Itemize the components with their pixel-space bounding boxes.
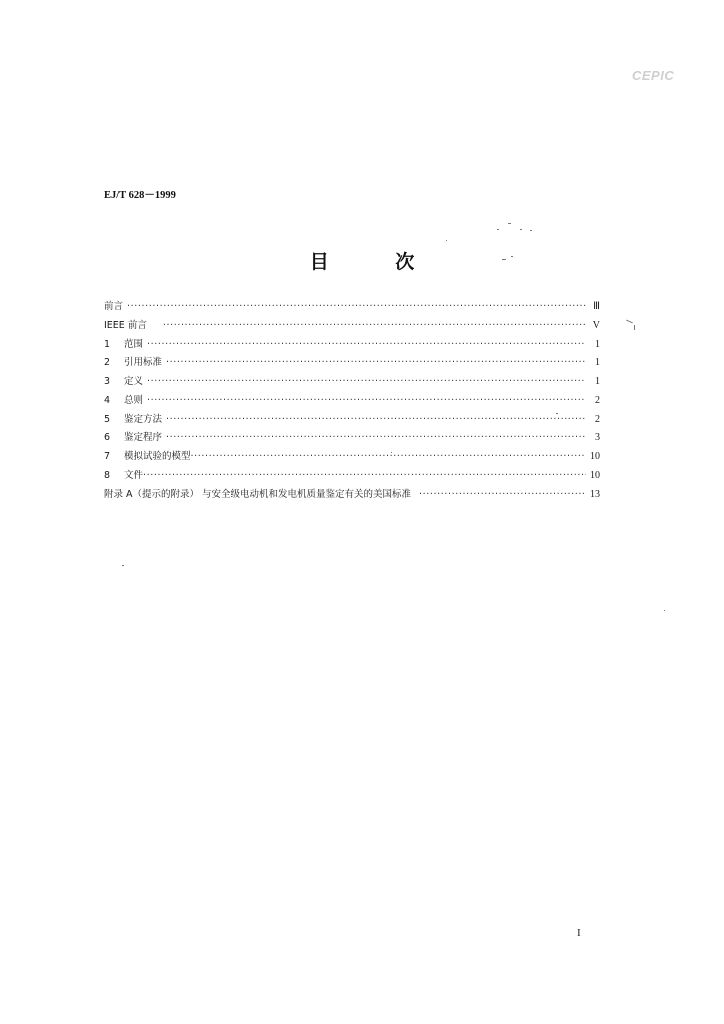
toc-leader-dots: [127, 301, 586, 312]
toc-entry-number: 5: [104, 413, 111, 425]
toc-entry-page: 10: [590, 451, 600, 462]
toc-entry-label: 鉴定方法: [124, 413, 163, 425]
standard-code: EJ/T 628－1999: [104, 190, 176, 201]
scan-speck: [556, 413, 558, 414]
toc-leader-dots: [419, 489, 586, 500]
toc-entry-label: 鉴定程序: [124, 432, 163, 444]
toc-leader-dots: [166, 357, 586, 368]
page-number: I: [577, 927, 581, 939]
toc-entry-page: 1: [595, 376, 600, 387]
scan-speck: [530, 230, 532, 231]
toc-entry-general[interactable]: [104, 392, 600, 411]
toc-entry-number: 3: [104, 376, 111, 387]
toc-entry-label: 前言: [104, 301, 124, 312]
scan-speck: [122, 565, 124, 566]
toc-entry-number: 2: [104, 357, 111, 369]
toc-entry-number: 6: [104, 432, 111, 444]
toc-entry-definitions[interactable]: [104, 373, 600, 392]
toc-entry-number: 4: [104, 394, 111, 406]
toc-entry-label: 模拟试验的模型: [124, 451, 191, 462]
page-title: 目 次: [309, 251, 445, 273]
toc-entry-ieee-foreword[interactable]: [104, 317, 600, 336]
toc-entry-scope[interactable]: [104, 336, 600, 355]
toc-leader-dots: [166, 414, 586, 425]
scan-speck: [502, 259, 506, 260]
toc-entry-appendix-a[interactable]: [104, 486, 600, 505]
table-of-contents: [104, 298, 600, 504]
toc-leader-dots: [163, 320, 586, 331]
cepic-logo: CEPIC: [632, 68, 675, 83]
scan-speck: [511, 256, 513, 257]
toc-entry-page: Ⅲ: [593, 301, 600, 312]
toc-entry-qualification-procedure[interactable]: [104, 429, 600, 448]
toc-entry-label: 附录 A（提示的附录） 与安全级电动机和发电机质量鉴定有关的美国标准: [104, 488, 412, 500]
toc-leader-dots: [166, 432, 586, 443]
toc-entry-qualification-methods[interactable]: [104, 411, 600, 430]
toc-entry-documentation[interactable]: [104, 467, 600, 486]
toc-entry-label: 范围: [124, 338, 144, 350]
toc-leader-dots: [191, 451, 586, 462]
toc-entry-number: 8: [104, 469, 111, 481]
toc-entry-label: 总则: [124, 394, 144, 406]
toc-entry-label: IEEE 前言: [104, 319, 147, 331]
toc-entry-page: 2: [595, 394, 600, 406]
scan-speck: [520, 229, 522, 230]
toc-entry-label: 定义: [124, 376, 144, 387]
scan-speck: [664, 610, 665, 611]
toc-entry-page: 1: [595, 338, 600, 350]
scan-speck: [446, 240, 447, 241]
toc-entry-page: 3: [595, 432, 600, 444]
scan-speck: [497, 229, 499, 230]
scan-speck: [508, 223, 511, 224]
scan-speck: [391, 452, 392, 453]
toc-entry-number: 7: [104, 451, 111, 462]
toc-entry-test-models[interactable]: [104, 448, 600, 467]
toc-leader-dots: [147, 339, 586, 350]
toc-leader-dots: [147, 395, 586, 406]
toc-leader-dots: [143, 470, 586, 481]
toc-entry-page: 13: [590, 488, 600, 500]
toc-entry-page: 2: [595, 413, 600, 425]
toc-entry-number: 1: [104, 338, 111, 350]
toc-entry-page: 10: [590, 469, 600, 481]
scan-speck: [626, 320, 633, 324]
toc-entry-label: 引用标准: [124, 357, 163, 369]
toc-entry-page: 1: [595, 357, 600, 369]
toc-entry-label: 文件: [124, 469, 144, 481]
toc-entry-references[interactable]: [104, 354, 600, 373]
scan-speck: [634, 325, 635, 330]
toc-entry-foreword[interactable]: [104, 298, 600, 317]
toc-entry-page: V: [592, 319, 600, 331]
toc-leader-dots: [147, 376, 586, 387]
